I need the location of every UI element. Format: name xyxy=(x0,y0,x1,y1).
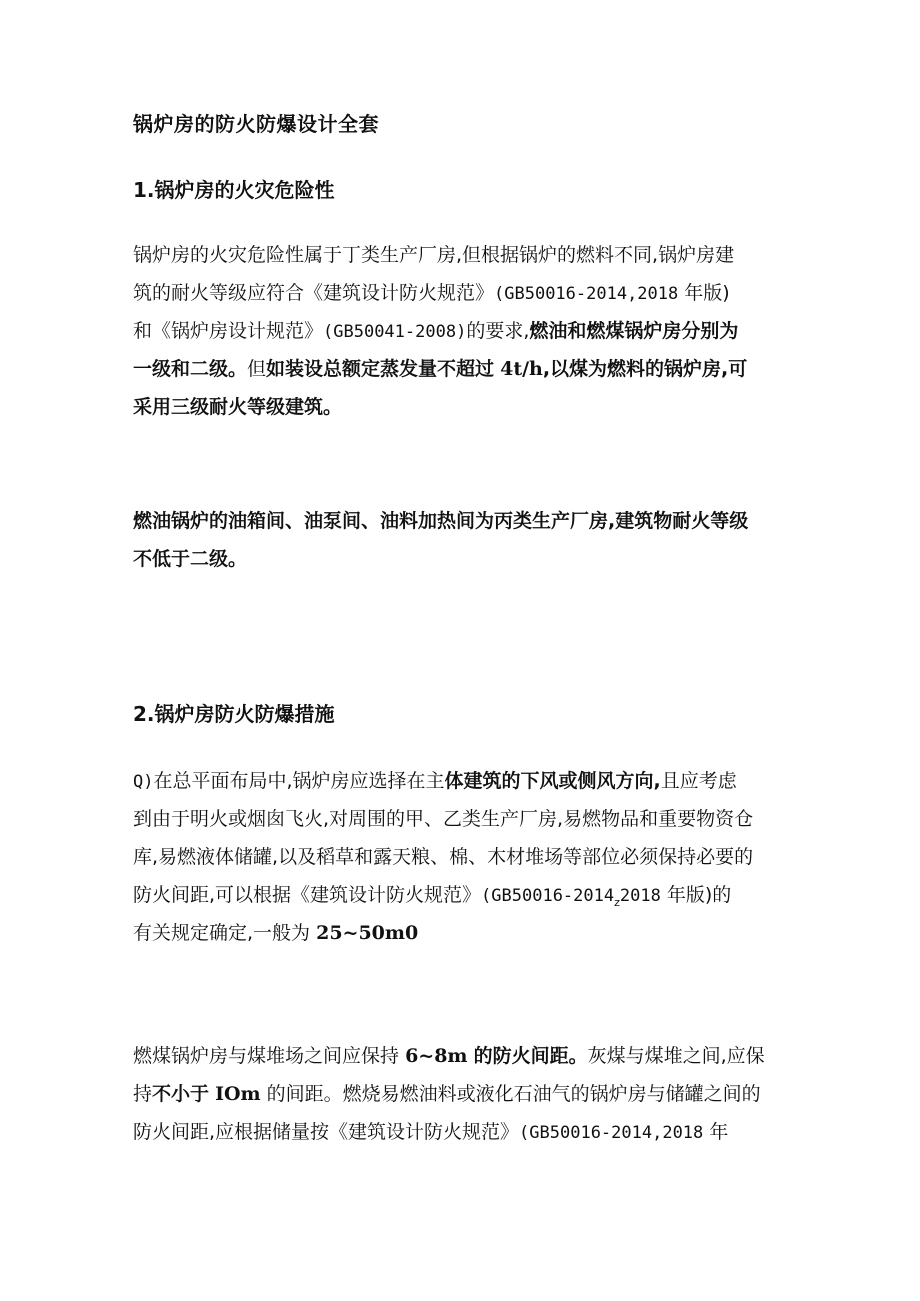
bold-number: IOm xyxy=(215,1083,261,1105)
text-run: 的间距。燃烧易燃油料或液化石油气的锅炉房与储罐之间的 xyxy=(266,1083,761,1105)
section2-paragraph-1 xyxy=(133,762,789,952)
text-run: 燃煤锅炉房与煤堆场之间应保持 xyxy=(133,1045,400,1067)
section-heading-1: 1.锅炉房的火灾危险性 xyxy=(133,178,335,202)
document-title: 锅炉房的防火防爆设计全套 xyxy=(133,112,379,136)
text-line xyxy=(133,914,789,952)
text-line: 库,易燃液体储罐,以及稻草和露天粮、棉、木材堆场等部位必须保持必要的 xyxy=(133,846,754,868)
section1-paragraph-1 xyxy=(133,236,789,426)
bold-text: 不小于 xyxy=(152,1083,210,1105)
text-run: 持 xyxy=(133,1083,153,1105)
bold-text: 一级和二级。 xyxy=(133,358,248,380)
text-run: 防火间距,可以根据《建筑设计防火规范》 xyxy=(133,884,482,906)
section-heading-2: 2.锅炉房防火防爆措施 xyxy=(133,702,335,726)
standard-reference: (GB50016-2014,2018 xyxy=(494,284,679,304)
text-run: 年版) xyxy=(684,282,730,304)
text-line xyxy=(133,312,789,350)
text-line xyxy=(133,1075,789,1113)
text-run: 和《锅炉房设计规范》 xyxy=(133,320,324,342)
text-run: 但 xyxy=(247,358,267,380)
bold-number: 4t/h xyxy=(500,358,543,380)
text-run: 有关规定确定,一般为 xyxy=(133,922,311,944)
bold-text: 不低于二级。 xyxy=(133,548,248,570)
text-run: 防火间距,应根据储量按《建筑设计防火规范》 xyxy=(133,1121,520,1143)
subscript-mark: z xyxy=(614,895,620,909)
text-run: 筑的耐火等级应符合《建筑设计防火规范》 xyxy=(133,282,495,304)
bold-text: 燃油锅炉的油箱间、油泵间、油料加热间为丙类生产厂房,建筑物耐火等级 xyxy=(133,510,749,532)
text-line: 到由于明火或烟囱飞火,对周围的甲、乙类生产厂房,易燃物品和重要物资仓 xyxy=(133,808,754,830)
text-run: 的要求, xyxy=(466,320,530,342)
standard-reference: (GB50041-2008) xyxy=(323,322,467,342)
text-run: 在总平面布局中,锅炉房应选择在主 xyxy=(153,770,445,792)
bold-number: 6~8m xyxy=(405,1045,468,1067)
bold-text: 体建筑的下风或侧风方向, xyxy=(444,770,661,792)
standard-reference: (GB50016-2014,2018 xyxy=(519,1123,704,1143)
section1-paragraph-2 xyxy=(133,502,789,578)
standard-reference: 2018 xyxy=(619,886,661,906)
bold-text: 的防火间距。 xyxy=(473,1045,588,1067)
section2-paragraph-2 xyxy=(133,1037,789,1151)
text-run: 年版)的 xyxy=(666,884,732,906)
text-line xyxy=(133,540,789,578)
text-run: 且应考虑 xyxy=(660,770,737,792)
list-marker: Q) xyxy=(133,772,154,792)
text-line xyxy=(133,1113,789,1151)
text-run: 年 xyxy=(709,1121,729,1143)
bold-text: 如装设总额定蒸发量不超过 xyxy=(266,358,495,380)
bold-text: 采用三级耐火等级建筑。 xyxy=(133,396,343,418)
text-line xyxy=(133,1037,789,1075)
text-line xyxy=(133,502,789,540)
bold-text: 燃油和燃煤锅炉房分别为 xyxy=(529,320,739,342)
text-line xyxy=(133,762,789,800)
standard-reference: (GB50016-2014 xyxy=(481,886,615,906)
text-line xyxy=(133,388,789,426)
text-line xyxy=(133,274,789,312)
text-line xyxy=(133,876,789,914)
text-run: 灰煤与煤堆之间,应保 xyxy=(587,1045,765,1067)
bold-number: 25~50m0 xyxy=(316,922,419,944)
bold-text: ,以煤为燃料的锅炉房,可 xyxy=(542,358,748,380)
text-line xyxy=(133,350,789,388)
text-line: 锅炉房的火灾危险性属于丁类生产厂房,但根据锅炉的燃料不同,锅炉房建 xyxy=(133,244,735,266)
